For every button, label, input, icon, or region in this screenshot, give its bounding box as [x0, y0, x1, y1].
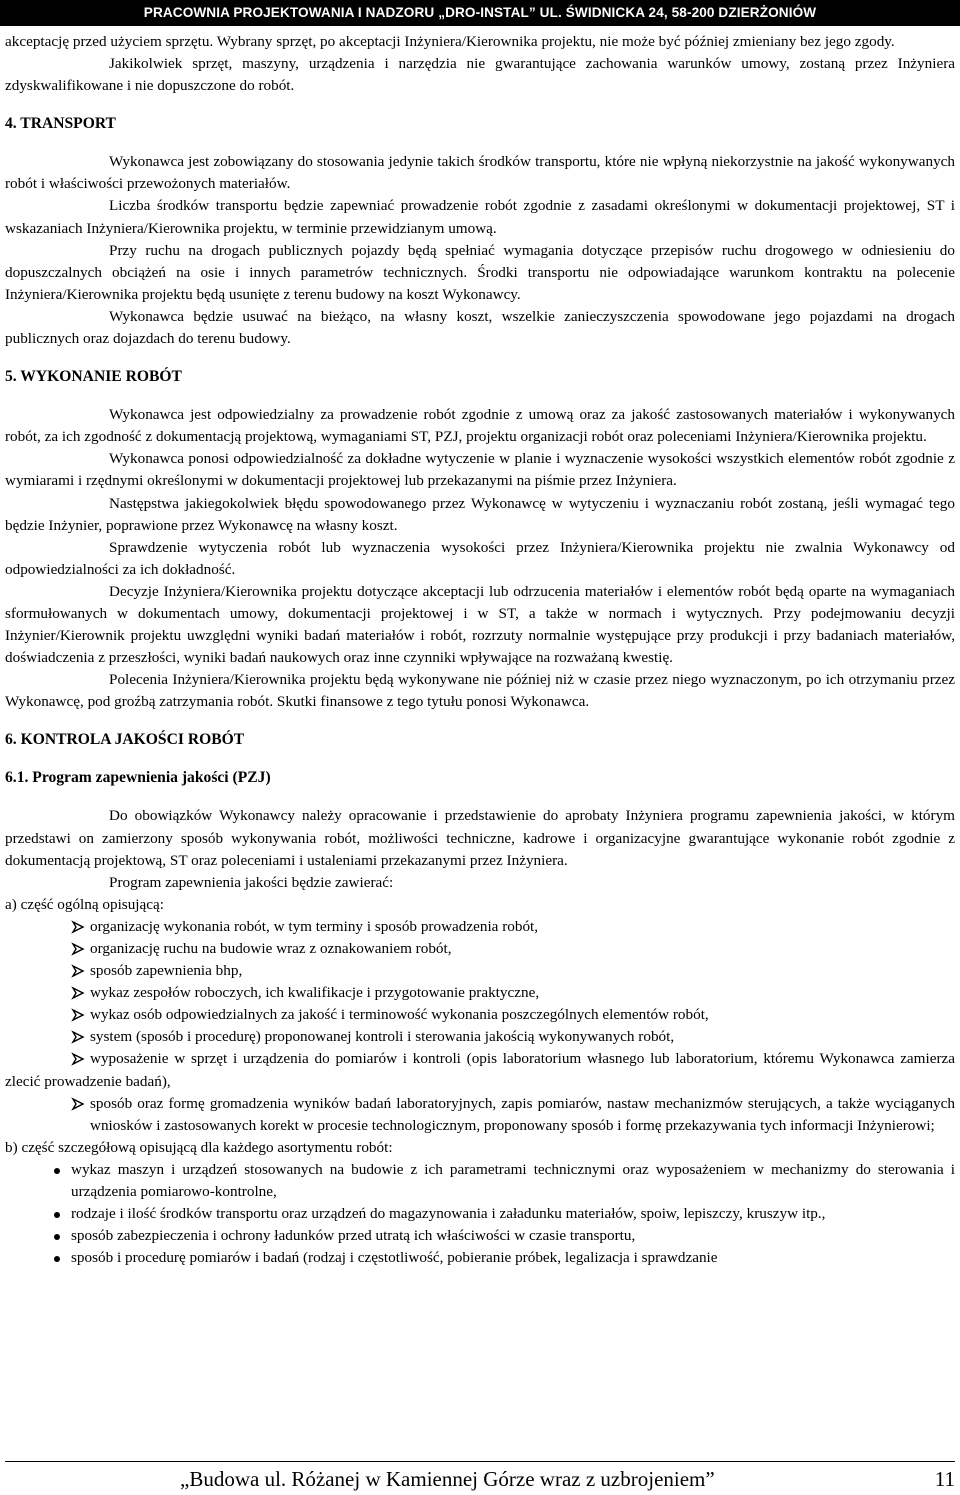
subsection-heading-pzj: 6.1. Program zapewnienia jakości (PZJ) [5, 769, 271, 787]
paragraph: Wykonawca jest odpowiedzialny za prowadzenie robót zgodnie z umową oraz za jakość zastosowanych materiałów i wykonywanych robót, za ich zgodność z dokumentacją projektową, wymaganiami ST, PZJ, projektu organizacji robót oraz poleceniami Inżyniera/Kierownika projektu. [5, 406, 955, 446]
document-header: PRACOWNIA PROJEKTOWANIA I NADZORU „DRO-INSTAL” UL. ŚWIDNICKA 24, 58-200 DZIERŻONIÓW [0, 0, 960, 26]
section-heading-execution: 5. WYKONANIE ROBÓT [5, 368, 182, 386]
round-bullet-icon [54, 1212, 60, 1218]
paragraph: Wykonawca będzie usuwać na bieżąco, na własny koszt, wszelkie zanieczyszczenia spowodowane jego pojazdami na drogach publicznych oraz dojazdach do terenu budowy. [5, 307, 955, 348]
paragraph: Następstwa jakiegokolwiek błędu spowodowanego przez Wykonawcę w wytyczeniu i wyznaczaniu robót zostaną, jeśli wymagać tego będzie Inżynier, poprawione przez Wykonawcę na własny koszt. [5, 494, 955, 534]
arrowhead-bullet-icon [71, 938, 85, 960]
round-bullet-icon [54, 1168, 60, 1174]
document-body [5, 31, 955, 1269]
paragraph: Decyzje Inżyniera/Kierownika projektu dotyczące akceptacji lub odrzucenia materiałów i elementów robót będą oparte na wymaganiach sformułowanych w dokumentach umowy, dokumentacji projektowej i w ST, a także w normach i wytycznych. Przy podejmowaniu decyzji Inżynier/Kierownik projektu uwzględni wyniki badań materiałów i robót, rozrzuty normalnie występujące przy produkcji i przy badaniach materiałów, doświadczenia z przeszłości, wyniki badań naukowych oraz inne czynniki wpływające na rozważaną kwestię. [5, 582, 955, 667]
section-heading-quality: 6. KONTROLA JAKOŚCI ROBÓT [5, 731, 245, 749]
paragraph: Sprawdzenie wytyczenia robót lub wyznaczenia wysokości przez Inżyniera/Kierownika projektu nie zwalnia Wykonawcy od odpowiedzialności za ich dokładność. [5, 538, 955, 578]
section-heading-transport: 4. TRANSPORT [5, 115, 116, 133]
list-item: wyposażenie w sprzęt i urządzenia do pomiarów i kontroli (opis laboratorium własnego lub laboratorium, któremu Wykonawca zamierza zlecić prowadzenie badań), [5, 1050, 955, 1090]
paragraph: Program zapewnienia jakości będzie zawierać: [109, 873, 394, 891]
paragraph: Liczba środków transportu będzie zapewniać prowadzenie robót zgodnie z zasadami określonymi w dokumentacji projektowej, ST i wskazaniach Inżyniera/Kierownika projektu, w terminie przewidzianym umową. [5, 197, 955, 237]
list-item: rodzaje i ilość środków transportu oraz urządzeń do magazynowania i załadunku materiałów, spoiw, lepiszczy, kruszyw itp., [5, 1203, 955, 1225]
round-bullet-icon [54, 1234, 60, 1240]
arrowhead-bullet-icon [71, 1026, 85, 1048]
paragraph: Wykonawca jest zobowiązany do stosowania jedynie takich środków transportu, które nie wpłyną niekorzystnie na jakość wykonywanych robót i właściwości przewożonych materiałów. [5, 153, 955, 193]
paragraph: Wykonawca ponosi odpowiedzialność za dokładne wytyczenie w planie i wyznaczenie wysokości wszystkich elementów robót zgodnie z wymiarami i rzędnymi określonymi w dokumentacji projektowej lub przekazanymi na piśmie przez Inżyniera. [5, 450, 955, 490]
page-number: 11 [934, 1467, 955, 1491]
list-item: sposób i procedurę pomiarów i badań (rodzaj i częstotliwość, pobieranie próbek, legalizacja i sprawdzanie [5, 1247, 955, 1269]
list-item: wykaz maszyn i urządzeń stosowanych na budowie z ich parametrami technicznymi oraz wyposażeniem w mechanizmy do sterowania i urządzenia pomiarowo-kontrolne, [5, 1159, 955, 1203]
paragraph: Przy ruchu na drogach publicznych pojazdy będą spełniać wymagania dotyczące przepisów ruchu drogowego w odniesieniu do dopuszczalnych obciążeń na osie i innych parametrów technicznych. Środki transportu nie odpowiadające warunkom kontraktu na polecenie Inżyniera/Kierownika projektu będą usunięte z terenu budowy na koszt Wykonawcy. [5, 241, 955, 303]
arrowhead-bullet-icon [71, 960, 85, 982]
round-bullet-icon [54, 1256, 60, 1262]
paragraph: Jakikolwiek sprzęt, maszyny, urządzenia i narzędzia nie gwarantujące zachowania warunków umowy, zostaną przez Inżyniera zdyskwalifikowane i nie dopuszczone do robót. [5, 55, 955, 95]
list-intro-b: b) część szczegółową opisującą dla każdego asortymentu robót: [5, 1138, 393, 1156]
list-intro-a: a) część ogólną opisującą: [5, 895, 164, 913]
paragraph: Polecenia Inżyniera/Kierownika projektu będą wykonywane nie później niż w czasie przez niego wyznaczonym, po ich otrzymaniu przez Wykonawcę, pod groźbą zatrzymania robót. Skutki finansowe z tego tytułu ponosi Wykonawca. [5, 671, 955, 711]
detailed-part-list [5, 1159, 955, 1269]
list-item: sposób zapewnienia bhp, [5, 960, 955, 982]
footer-rule [5, 1461, 955, 1462]
arrowhead-bullet-icon [71, 916, 85, 938]
list-item: organizację wykonania robót, w tym terminy i sposób prowadzenia robót, [5, 916, 955, 938]
footer-project-title: „Budowa ul. Różanej w Kamiennej Górze wraz z uzbrojeniem” [180, 1467, 715, 1491]
list-item: system (sposób i procedurę) proponowanej kontroli i sterowania jakością wykonywanych robót, [5, 1026, 955, 1048]
arrowhead-bullet-icon [71, 982, 85, 1004]
general-part-list [5, 916, 955, 1137]
arrowhead-bullet-icon [71, 1004, 85, 1026]
list-item: organizację ruchu na budowie wraz z oznakowaniem robót, [5, 938, 955, 960]
arrowhead-bullet-icon [71, 1093, 85, 1115]
document-footer [5, 1461, 955, 1495]
arrowhead-bullet-icon [71, 1048, 85, 1070]
list-item: sposób oraz formę gromadzenia wyników badań laboratoryjnych, zapis pomiarów, nastaw mechanizmów sterujących, a także wyciąganych wniosków i zastosowanych korekt w procesie technologicznym, proponowany sposób i formę przekazywania tych informacji Inżynierowi; [5, 1093, 955, 1137]
paragraph: Do obowiązków Wykonawcy należy opracowanie i przedstawienie do aprobaty Inżyniera programu zapewnienia jakości, w którym przedstawi on zamierzony sposób wykonywania robót, możliwości techniczne, kadrowe i organizacyjne gwarantujące wykonanie robót zgodnie z dokumentacją projektową, ST oraz poleceniami i ustaleniami przekazanymi przez Inżyniera. [5, 807, 955, 869]
list-item: sposób zabezpieczenia i ochrony ładunków przed utratą ich właściwości w czasie transportu, [5, 1225, 955, 1247]
list-item: wykaz osób odpowiedzialnych za jakość i terminowość wykonania poszczególnych elementów robót, [5, 1004, 955, 1026]
paragraph: akceptację przed użyciem sprzętu. Wybrany sprzęt, po akceptacji Inżyniera/Kierownika projektu, nie może być później zmieniany bez jego zgody. [5, 33, 895, 50]
list-item: wykaz zespołów roboczych, ich kwalifikacje i przygotowanie praktyczne, [5, 982, 955, 1004]
